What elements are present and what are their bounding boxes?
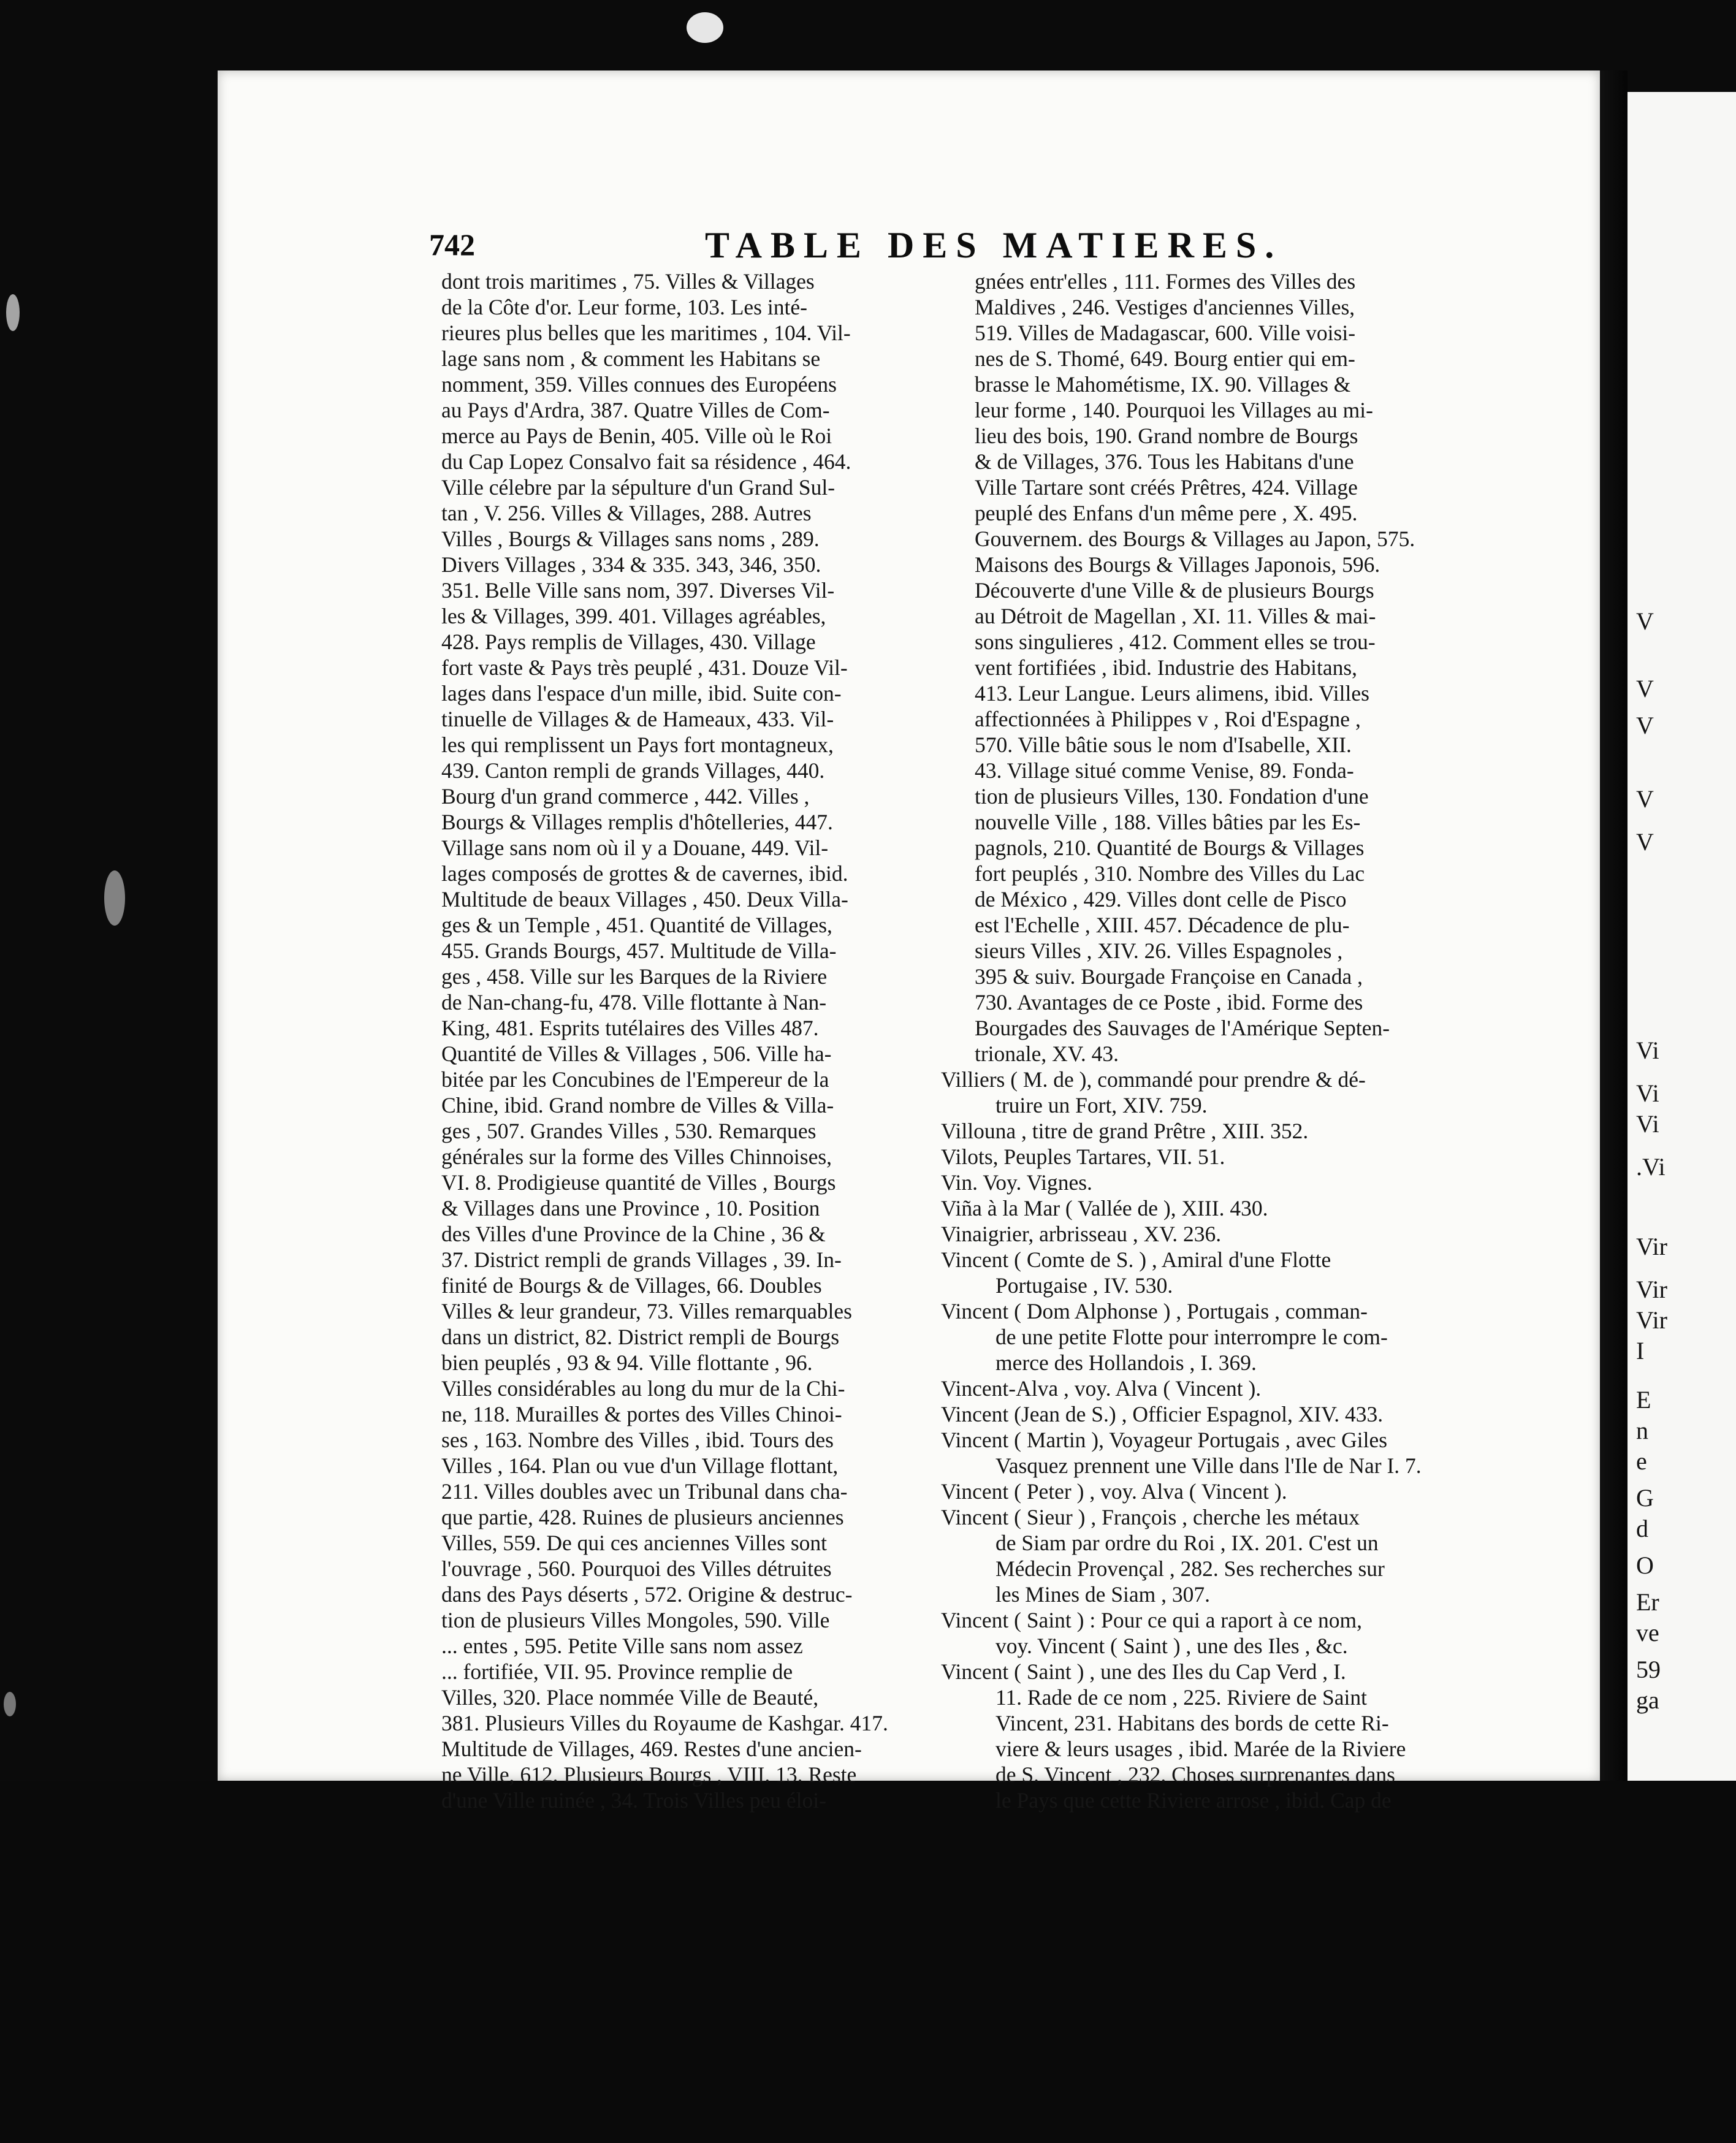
index-line: Villes, 320. Place nommée Ville de Beauté, <box>441 1685 819 1710</box>
index-line: & de Villages, 376. Tous les Habitans d'une <box>975 449 1354 474</box>
index-line: Multitude de beaux Villages , 450. Deux Villa- <box>441 887 848 912</box>
facing-page-text-fragment: Vir <box>1636 1233 1667 1260</box>
index-entry-head: Villouna , titre de grand Prêtre , XIII. 352. <box>941 1119 1309 1143</box>
index-entry-head: Villiers ( M. de ), commandé pour prendre & dé- <box>941 1067 1366 1092</box>
index-line: merce au Pays de Benin, 405. Ville où le Roi <box>441 424 832 448</box>
index-line: ... entes , 595. Petite Ville sans nom assez <box>441 1634 803 1658</box>
facing-page-text-fragment: V <box>1636 675 1654 702</box>
facing-page-fragment <box>1628 92 1736 1802</box>
index-line: de Siam par ordre du Roi , IX. 201. C'est un <box>996 1531 1379 1555</box>
index-line: 351. Belle Ville sans nom, 397. Diverses Vil- <box>441 578 835 603</box>
index-entry-head: Vincent ( Peter ) , voy. Alva ( Vincent ). <box>941 1479 1287 1504</box>
index-line: les qui remplissent un Pays fort montagneux, <box>441 733 834 757</box>
index-line: 413. Leur Langue. Leurs alimens, ibid. Villes <box>975 681 1369 706</box>
index-line: de S. Vincent , 232. Choses surprenantes dans <box>996 1762 1395 1787</box>
index-line: lages dans l'espace d'un mille, ibid. Suite con- <box>441 681 842 706</box>
index-line: tion de plusieurs Villes, 130. Fondation d'une <box>975 784 1369 809</box>
index-entry-head: Vinaigrier, arbrisseau , XV. 236. <box>941 1222 1222 1246</box>
index-line: Quantité de Villes & Villages , 506. Ville ha- <box>441 1041 832 1066</box>
index-line: trionale, XV. 43. <box>975 1041 1119 1066</box>
index-line: sons singulieres , 412. Comment elles se trou- <box>975 630 1376 654</box>
scan-dust <box>687 12 723 43</box>
facing-page-text-fragment: n <box>1636 1417 1648 1444</box>
index-line: gnées entr'elles , 111. Formes des Villes des <box>975 269 1356 294</box>
facing-page-text-fragment: Vi <box>1636 1037 1659 1064</box>
index-line: au Détroit de Magellan , XI. 11. Villes & mai- <box>975 604 1376 628</box>
index-line: rieures plus belles que les maritimes , 104. Vil- <box>441 321 851 345</box>
index-line: 428. Pays remplis de Villages, 430. Village <box>441 630 816 654</box>
index-line: Médecin Provençal , 282. Ses recherches sur <box>996 1556 1385 1581</box>
page-gutter <box>1600 70 1628 1781</box>
index-line: les & Villages, 399. 401. Villages agréables, <box>441 604 826 628</box>
index-line: 455. Grands Bourgs, 457. Multitude de Villa- <box>441 938 837 963</box>
facing-page-text-fragment: Vir <box>1636 1276 1667 1303</box>
index-line: tan , V. 256. Villes & Villages, 288. Autres <box>441 501 812 525</box>
facing-page-text-fragment: E <box>1636 1386 1651 1414</box>
index-line: 395 & suiv. Bourgade Françoise en Canada , <box>975 964 1363 989</box>
index-line: finité de Bourgs & de Villages, 66. Doubles <box>441 1273 822 1298</box>
index-line: 37. District rempli de grands Villages , 39. In- <box>441 1247 842 1272</box>
index-line: l'ouvrage , 560. Pourquoi des Villes détruites <box>441 1556 832 1581</box>
facing-page-text-fragment: Vir <box>1636 1306 1667 1334</box>
index-line: merce des Hollandois , I. 369. <box>996 1350 1257 1375</box>
index-line: Villes considérables au long du mur de la Chi- <box>441 1376 845 1401</box>
index-line: lieu des bois, 190. Grand nombre de Bourgs <box>975 424 1358 448</box>
index-line: 439. Canton rempli de grands Villages, 440. <box>441 758 825 783</box>
index-line: des Villes d'une Province de la Chine , 36 & <box>441 1222 826 1246</box>
index-line: lages composés de grottes & de cavernes, ibid. <box>441 861 848 886</box>
index-line: dont trois maritimes , 75. Villes & Villages <box>441 269 815 294</box>
index-entry-head: Vincent (Jean de S.) , Officier Espagnol, XIV. 433. <box>941 1402 1384 1426</box>
index-line: les Mines de Siam , 307. <box>996 1582 1211 1607</box>
page-number: 742 <box>429 227 475 262</box>
index-line: leur forme , 140. Pourquoi les Villages au mi- <box>975 398 1373 422</box>
index-line: nomment, 359. Villes connues des Européens <box>441 372 837 397</box>
index-line: Villes , 164. Plan ou vue d'un Village flottant, <box>441 1453 839 1478</box>
index-line: du Cap Lopez Consalvo fait sa résidence , 464. <box>441 449 851 474</box>
index-line: vent fortifiées , ibid. Industrie des Habitans, <box>975 655 1358 680</box>
index-line: Gouvernem. des Bourgs & Villages au Japon, 575. <box>975 527 1415 551</box>
index-line: de Nan-chang-fu, 478. Ville flottante à Nan- <box>441 990 827 1014</box>
index-line: Villes & leur grandeur, 73. Villes remarquables <box>441 1299 852 1323</box>
page-header <box>429 227 1582 270</box>
index-entry-head: Vilots, Peuples Tartares, VII. 51. <box>941 1144 1225 1169</box>
index-line: Maisons des Bourgs & Villages Japonois, 596. <box>975 552 1380 577</box>
scan-dust <box>104 870 125 926</box>
index-entry-head: Vincent ( Comte de S. ) , Amiral d'une Flotte <box>941 1247 1331 1272</box>
facing-page-text-fragment: 59 <box>1636 1656 1661 1683</box>
index-entry-head: Vincent ( Dom Alphonse ) , Portugais , comman- <box>941 1299 1368 1323</box>
index-line: Maldives , 246. Vestiges d'anciennes Villes, <box>975 295 1355 319</box>
scan-background <box>0 1781 1736 2143</box>
index-line: tinuelle de Villages & de Hameaux, 433. Vil- <box>441 707 834 731</box>
index-line: bitée par les Concubines de l'Empereur de la <box>441 1067 829 1092</box>
index-line: Bourgs & Villages remplis d'hôtelleries, 447. <box>441 810 833 834</box>
facing-page-text-fragment: Er <box>1636 1588 1659 1616</box>
index-line: Bourg d'un grand commerce , 442. Villes , <box>441 784 810 809</box>
facing-page-text-fragment: V <box>1636 607 1654 635</box>
index-line: pagnols, 210. Quantité de Bourgs & Villages <box>975 836 1365 860</box>
index-line: lage sans nom , & comment les Habitans se <box>441 346 821 371</box>
index-line: nouvelle Ville , 188. Villes bâties par les Es- <box>975 810 1361 834</box>
facing-page-text-fragment: I <box>1636 1337 1645 1365</box>
index-line: Ville célebre par la sépulture d'un Grand Sul- <box>441 475 836 500</box>
index-line: 730. Avantages de ce Poste , ibid. Forme des <box>975 990 1363 1014</box>
index-line: de la Côte d'or. Leur forme, 103. Les inté- <box>441 295 807 319</box>
scan-dust <box>6 294 20 331</box>
scan-dust <box>4 1692 16 1716</box>
index-column-left <box>441 268 956 1813</box>
index-line: truire un Fort, XIV. 759. <box>996 1093 1208 1117</box>
facing-page-text-fragment: .Vi <box>1636 1153 1666 1181</box>
index-line: Découverte d'une Ville & de plusieurs Bourgs <box>975 578 1374 603</box>
index-line: fort peuplés , 310. Nombre des Villes du Lac <box>975 861 1365 886</box>
facing-page-text-fragment: ga <box>1636 1686 1659 1714</box>
index-entry-head: Vincent ( Sieur ) , François , cherche les métaux <box>941 1505 1360 1529</box>
index-line: dans un district, 82. District rempli de Bourgs <box>441 1325 840 1349</box>
index-line: au Pays d'Ardra, 387. Quatre Villes de Com- <box>441 398 830 422</box>
index-line: King, 481. Esprits tutélaires des Villes 487. <box>441 1016 819 1040</box>
index-line: est l'Echelle , XIII. 457. Décadence de plu- <box>975 913 1350 937</box>
index-line: ses , 163. Nombre des Villes , ibid. Tours des <box>441 1428 834 1452</box>
facing-page-text-fragment: V <box>1636 785 1654 813</box>
index-line: Vasquez prennent une Ville dans l'Ile de Nar I. 7. <box>996 1453 1422 1478</box>
index-line: brasse le Mahométisme, IX. 90. Villages & <box>975 372 1351 397</box>
index-line: le Pays que cette Riviere arrose , ibid. Cap de <box>996 1788 1391 1813</box>
index-line: ne, 118. Murailles & portes des Villes Chinoi- <box>441 1402 842 1426</box>
index-line: voy. Vincent ( Saint ) , une des Iles , &c. <box>996 1634 1348 1658</box>
index-line: 381. Plusieurs Villes du Royaume de Kashgar. 417. <box>441 1711 888 1735</box>
index-line: 211. Villes doubles avec un Tribunal dans cha- <box>441 1479 848 1504</box>
index-line: affectionnées à Philippes v , Roi d'Espagne , <box>975 707 1361 731</box>
index-entry-head: Vincent-Alva , voy. Alva ( Vincent ). <box>941 1376 1262 1401</box>
index-line: de une petite Flotte pour interrompre le com- <box>996 1325 1388 1349</box>
index-line: Village sans nom où il y a Douane, 449. Vil- <box>441 836 829 860</box>
index-line: Chine, ibid. Grand nombre de Villes & Villa- <box>441 1093 834 1117</box>
index-line: Multitude de Villages, 469. Restes d'une ancien- <box>441 1737 862 1761</box>
facing-page-text-fragment: d <box>1636 1515 1648 1542</box>
index-line: bien peuplés , 93 & 94. Ville flottante , 96. <box>441 1350 813 1375</box>
index-line: d'une Ville ruinée , 34. Trois Villes peu éloi- <box>441 1788 826 1813</box>
index-line: 43. Village situé comme Venise, 89. Fonda- <box>975 758 1354 783</box>
facing-page-text-fragment: O <box>1636 1551 1654 1579</box>
facing-page-text-fragment: G <box>1636 1484 1654 1512</box>
index-entry-head: Vincent ( Martin ), Voyageur Portugais , avec Giles <box>941 1428 1388 1452</box>
index-line: & Villages dans une Province , 10. Position <box>441 1196 820 1220</box>
index-line: Ville Tartare sont créés Prêtres, 424. Village <box>975 475 1358 500</box>
index-line: ne Ville, 612. Plusieurs Bourgs , VIII. 13. Reste <box>441 1762 857 1787</box>
index-line: sieurs Villes , XIV. 26. Villes Espagnoles , <box>975 938 1343 963</box>
index-line: dans des Pays déserts , 572. Origine & destruc- <box>441 1582 853 1607</box>
index-line: fort vaste & Pays très peuplé , 431. Douze Vil- <box>441 655 848 680</box>
index-line: Bourgades des Sauvages de l'Amérique Septen- <box>975 1016 1390 1040</box>
facing-page-text-fragment: ve <box>1636 1619 1659 1646</box>
index-line: Divers Villages , 334 & 335. 343, 346, 350. <box>441 552 821 577</box>
index-entry-head: Vincent ( Saint ) : Pour ce qui a raport à ce nom, <box>941 1608 1362 1632</box>
index-line: Villes, 559. De qui ces anciennes Villes sont <box>441 1531 828 1555</box>
index-line: Vincent, 231. Habitans des bords de cette Ri- <box>996 1711 1389 1735</box>
index-line: ges , 458. Ville sur les Barques de la Riviere <box>441 964 828 989</box>
facing-page-text-fragment: V <box>1636 828 1654 856</box>
index-line: Villes , Bourgs & Villages sans noms , 289. <box>441 527 820 551</box>
facing-page-text-fragment: Vi <box>1636 1079 1659 1107</box>
index-line: 570. Ville bâtie sous le nom d'Isabelle, XII. <box>975 733 1352 757</box>
index-column-right <box>941 268 1450 1813</box>
index-line: VI. 8. Prodigieuse quantité de Villes , Bourgs <box>441 1170 836 1195</box>
index-line: viere & leurs usages , ibid. Marée de la Riviere <box>996 1737 1406 1761</box>
index-entry-head: Vincent ( Saint ) , une des Iles du Cap Verd , I. <box>941 1659 1346 1684</box>
index-line: Portugaise , IV. 530. <box>996 1273 1173 1298</box>
facing-page-text-fragment: e <box>1636 1447 1647 1475</box>
index-line: tion de plusieurs Villes Mongoles, 590. Ville <box>441 1608 830 1632</box>
facing-page-text-fragment: V <box>1636 712 1654 739</box>
index-line: ges & un Temple , 451. Quantité de Villages, <box>441 913 832 937</box>
index-line: ges , 507. Grandes Villes , 530. Remarques <box>441 1119 817 1143</box>
index-line: nes de S. Thomé, 649. Bourg entier qui em- <box>975 346 1355 371</box>
running-title: TABLE DES MATIERES. <box>705 225 1283 265</box>
index-line: de México , 429. Villes dont celle de Pisco <box>975 887 1347 912</box>
facing-page-text-fragment: Vi <box>1636 1110 1659 1138</box>
index-line: 11. Rade de ce nom , 225. Riviere de Saint <box>996 1685 1367 1710</box>
index-entry-head: Vin. Voy. Vignes. <box>941 1170 1092 1195</box>
index-line: peuplé des Enfans d'un même pere , X. 495. <box>975 501 1358 525</box>
index-line: que partie, 428. Ruines de plusieurs anciennes <box>441 1505 844 1529</box>
index-line: ... fortifiée, VII. 95. Province remplie de <box>441 1659 793 1684</box>
index-entry-head: Viña à la Mar ( Vallée de ), XIII. 430. <box>941 1196 1268 1220</box>
index-line: 519. Villes de Madagascar, 600. Ville voisi- <box>975 321 1356 345</box>
index-line: générales sur la forme des Villes Chinnoises, <box>441 1144 832 1169</box>
